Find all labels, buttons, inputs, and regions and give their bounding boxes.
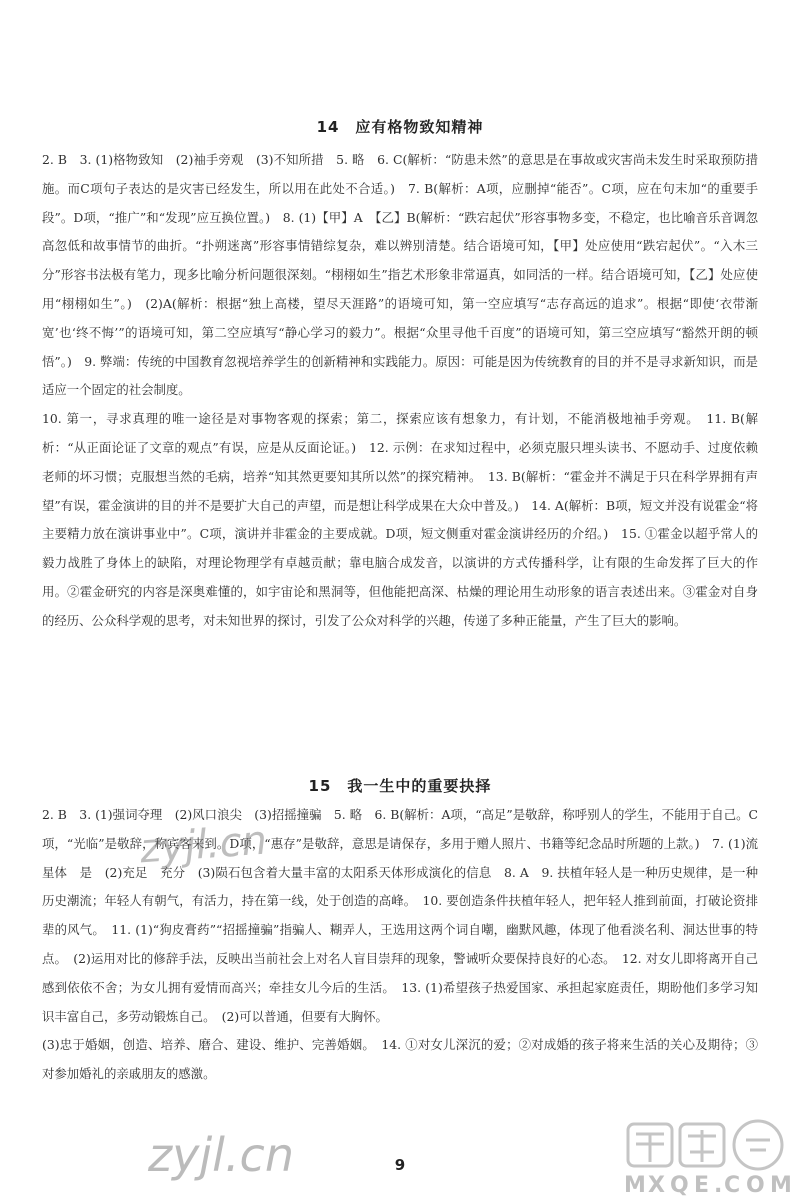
page-number: 9	[394, 1156, 406, 1174]
section-title-15: 15 我一生中的重要抉择	[308, 777, 492, 795]
svg-text:.: .	[714, 1173, 726, 1198]
svg-text:M: M	[624, 1173, 649, 1198]
svg-text:E: E	[694, 1173, 713, 1198]
svg-text:C: C	[724, 1173, 744, 1198]
logo-graphic	[610, 1112, 800, 1200]
svg-text:M: M	[770, 1173, 795, 1198]
answer-block-14: 2. B 3. (1)格物致知 (2)袖手旁观 (3)不知所措 5. 略 6. C(解析：“防患未然”的意思是在事故或灾害尚未发生时采取预防措施。而C项句子表达的是灾害已经发生，所以用在此处不合适。) 7. B(解析：A项，应删掉“能否”。C项，应在句末加“的重要手段”。D项，“推广”和“发现”应互换位置。) 8. (1)【甲】A 【乙】B(解析：“跌宕起伏”形容事物多变，不稳定，也比喻音乐音调忽高忽低和故事情节的曲折。“扑朔迷离”形容事情错综复杂，难以辨别清楚。结合语境可知，【甲】处应使用“跌宕起伏”。“入木三分”形容书法极有笔力，现多比喻分析问题很深刻。“栩栩如生”指艺术形象非常逼真，如同活的一样。结合语境可知，【乙】处应使用“栩栩如生”。) (2)A(解析：根据“独上高楼，望尽天涯路”的语境可知，第一空应填写“志存高远的追求”。根据“即使‘衣带渐宽’也‘终不悔’”的语境可知，第二空应填写“静心学习的毅力”。根据“众里寻他千百度”的语境可知，第三空应填写“豁然开朗的顿悟”。) 9. 弊端：传统的中国教育忽视培养学生的创新精神和实践能力。原因：可能是因为传统教育的目的并不是寻求新知识，而是适应一个固定的社会制度。 10. 第一，寻求真理的唯一途径是对事物客观的探索；第二，探索应该有想象力，有计划，不能消极地袖手旁观。 11. B(解析：“从正面论证了文章的观点”有误，应是从反面论证。) 12. 示例：在求知过程中，必须克服只埋头读书、不愿动手、过度依赖老师的坏习惯；克服想当然的毛病，培养“知其然更要知其所以然”的探究精神。 13. B(解析：“霍金并不满足于只在科学界拥有声望”有误，霍金演讲的目的并不是要扩大自己的声望，而是想让科学成果在大众中普及。) 14. A(解析：B项，短文并没有说霍金“将主要精力放在演讲事业中”。C项，演讲并非霍金的主要成就。D项，短文侧重对霍金演讲经历的介绍。) 15. ①霍金以超乎常人的毅力战胜了身体上的缺陷，对理论物理学有卓越贡献；靠电脑合成发音，以演讲的方式传播科学，让有限的生命发挥了巨大的作用。②霍金研究的内容是深奥难懂的，如宇宙论和黑洞等，但他能把高深、枯燥的理论用生动形象的语言表述出来。③霍金对自身的经历、公众科学观的思考，对未知世界的探讨，引发了公众对科学的兴趣，传递了多种正能量，产生了巨大的影响。	[42, 152, 758, 628]
site-logo	[610, 1112, 800, 1200]
svg-text:O: O	[746, 1173, 768, 1198]
watermark-upper: zyjl.cn	[138, 817, 269, 873]
watermark-lower: zyjl.cn	[148, 1128, 294, 1182]
svg-text:X: X	[648, 1173, 668, 1198]
section-title-14: 14 应有格物致知精神	[316, 118, 484, 136]
answer-block-15: 2. B 3. (1)强词夺理 (2)风口浪尖 (3)招摇撞骗 5. 略 6. B(解析：A项，“高足”是敬辞，称呼别人的学生，不能用于自己。C项，“光临”是敬辞，称宾客来到。D项，“惠存”是敬辞，意思是请保存，多用于赠人照片、书籍等纪念品时所题的上款。) 7. (1)流星体 是 (2)充足 充分 (3)陨石包含着大量丰富的太阳系天体形成演化的信息 8. A 9. 扶植年轻人是一种历史规律，是一种历史潮流；年轻人有朝气，有活力，持在第一线，处于创造的高峰。 10. 要创造条件扶植年轻人，把年轻人推到前面，打破论资排辈的风气。 11. (1)“狗皮膏药”“招摇撞骗”指骗人、糊弄人，王选用这两个词自嘲，幽默风趣，体现了他看淡名利、洞达世事的特点。 (2)运用对比的修辞手法，反映出当前社会上对名人盲目崇拜的现象，警诫听众要保持良好的心态。 12. 对女儿即将离开自己感到依依不舍；为女儿拥有爱情而高兴；牵挂女儿今后的生活。 13. (1)希望孩子热爱国家、承担起家庭责任，期盼他们多学习知识丰富自己，多劳动锻炼自己。 (2)可以普通，但要有大胸怀。 (3)忠于婚姻，创造、培养、磨合、建设、维护、完善婚姻。 14. ①对女儿深沉的爱；②对成婚的孩子将来生活的关心及期待；③对参加婚礼的亲戚朋友的感激。	[42, 807, 758, 1082]
svg-text:Q: Q	[670, 1173, 692, 1198]
